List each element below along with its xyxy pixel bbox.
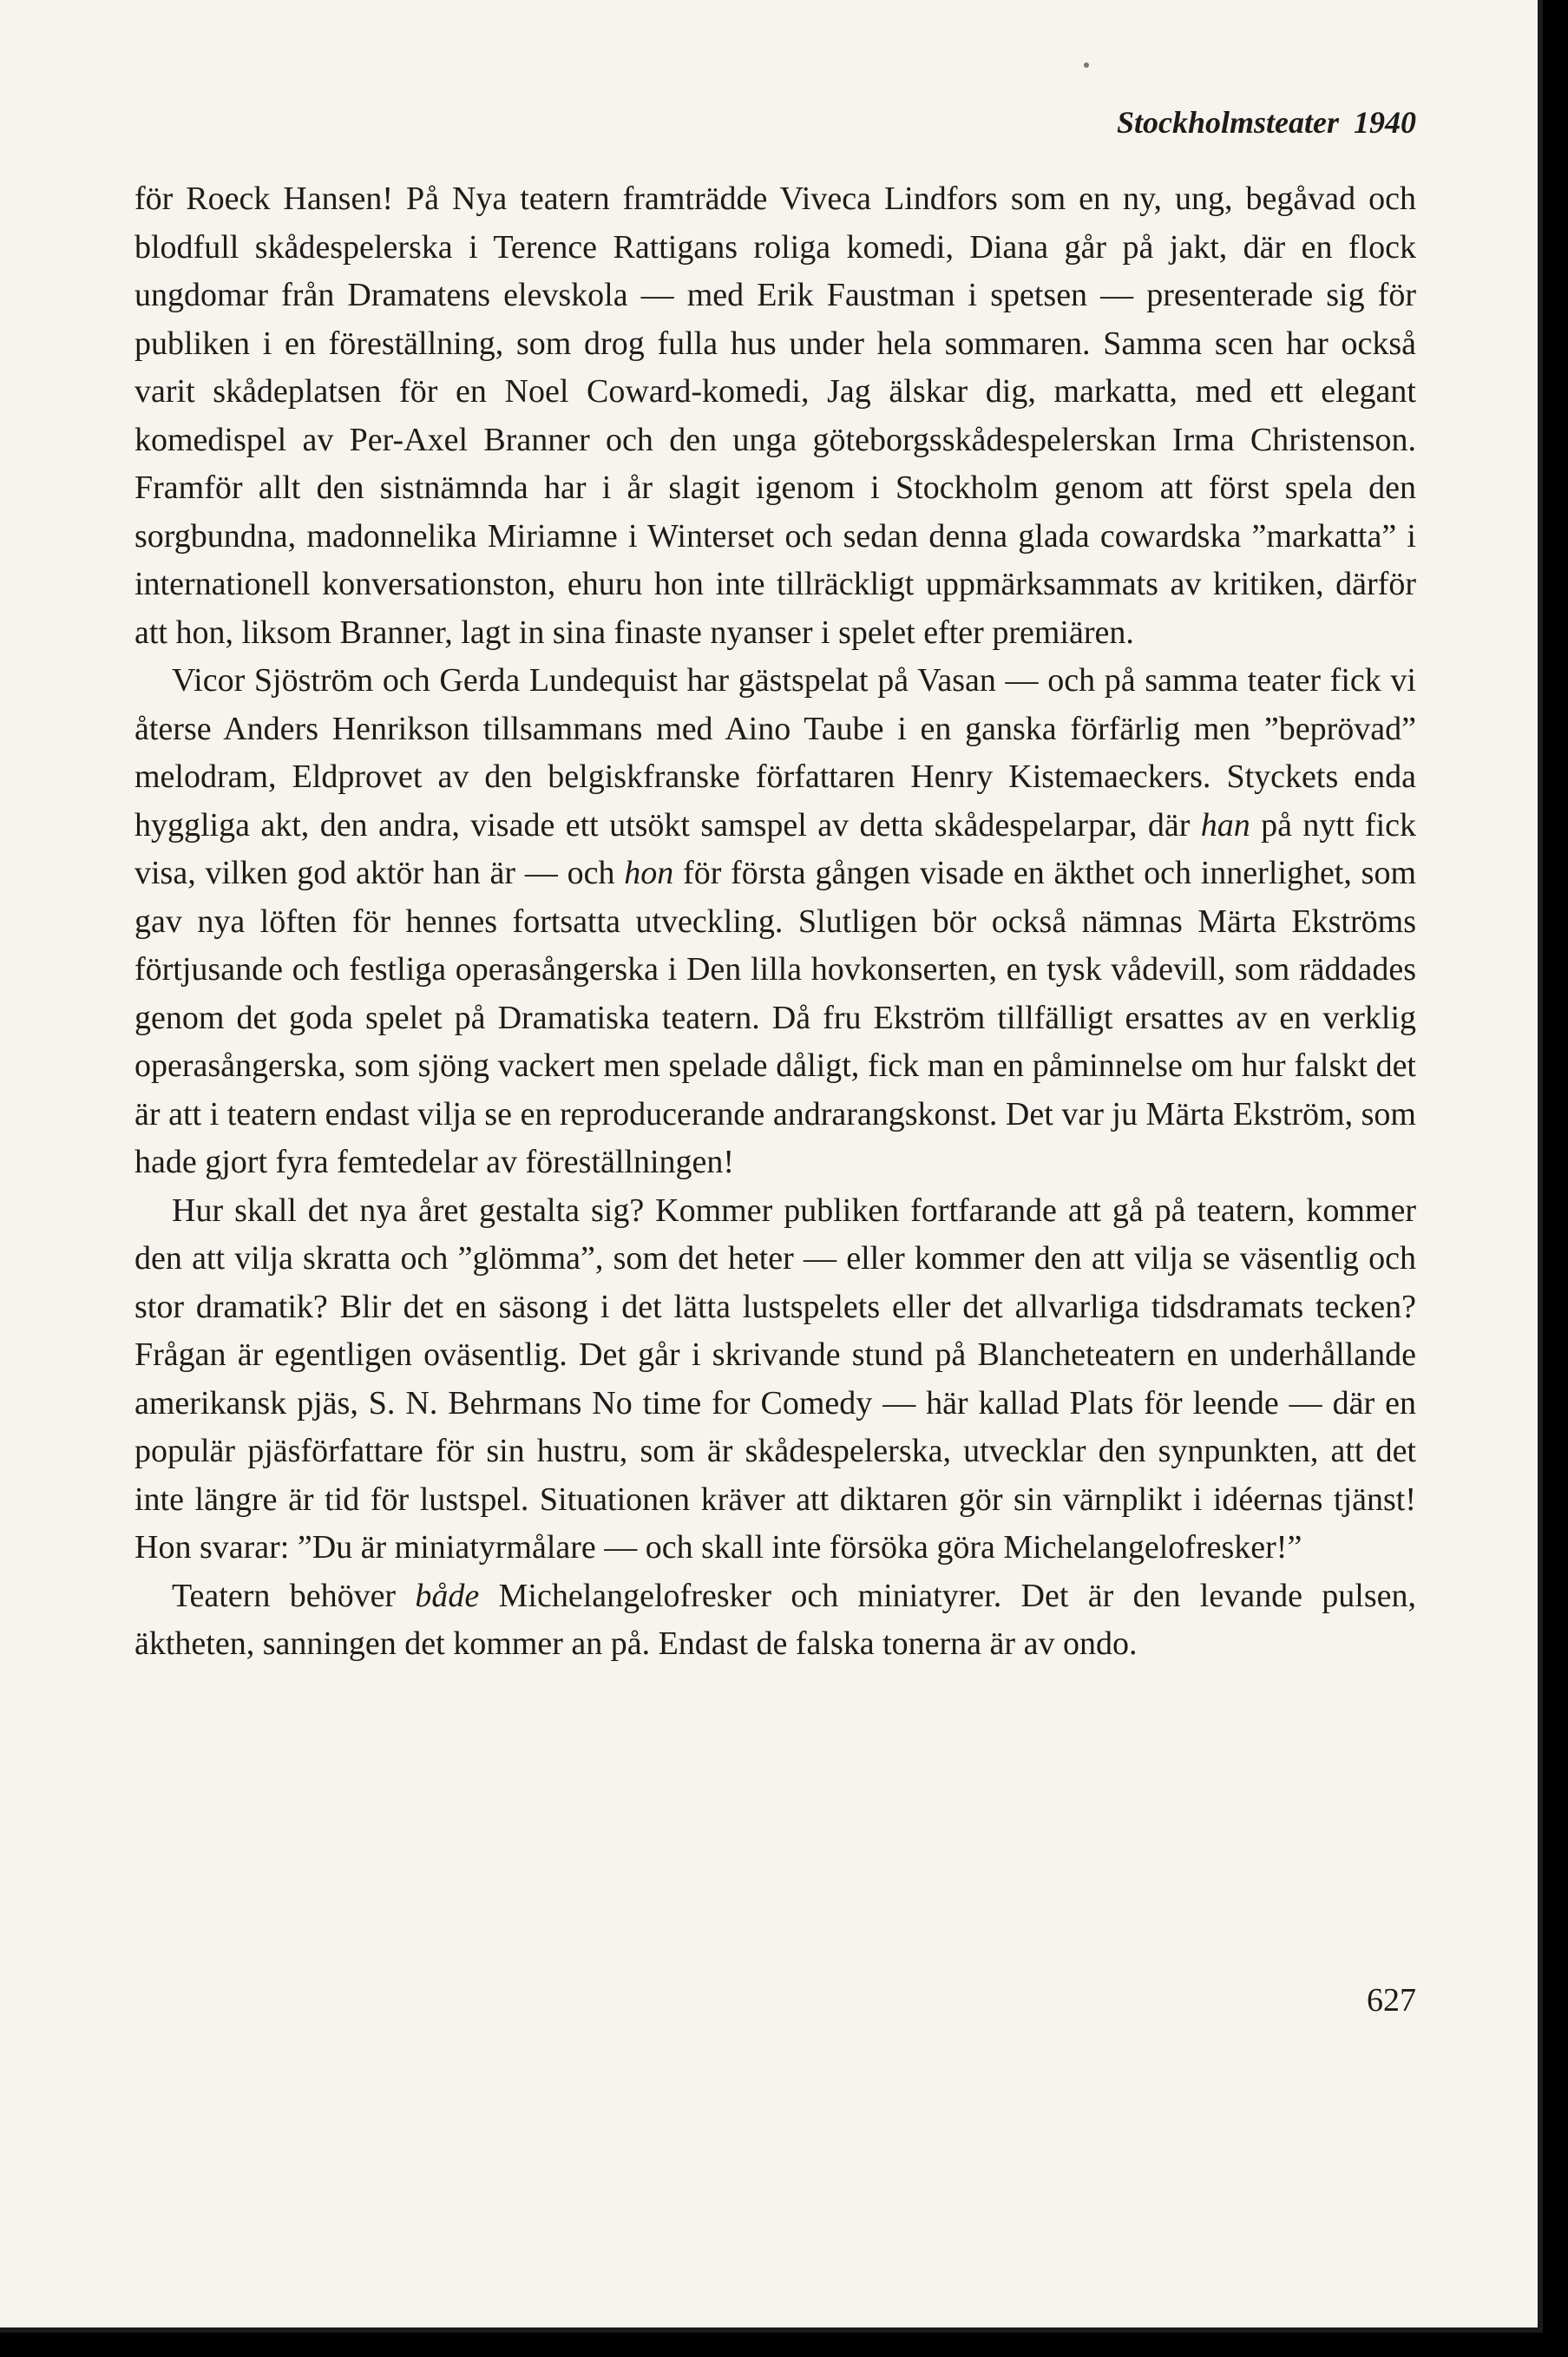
paragraph-4 — [134, 1572, 1416, 1669]
paragraph-1 — [134, 175, 1416, 657]
paragraph-text: Teatern behöver — [172, 1577, 416, 1614]
running-head — [134, 104, 1416, 141]
paragraph-text: Michelangelofresker och miniatyrer. Det är den levande pulsen, äktheten, sanningen det kommer an på. Endast de falska tonerna är av ondo. — [134, 1577, 1416, 1662]
italic-word: han — [1200, 806, 1250, 844]
paragraph-text: på nytt fick visa, vilken god aktör han är — och — [134, 806, 1417, 891]
paragraph-text: Hur skall det nya året gestalta sig? Kommer publiken fortfarande att gå på teatern, kommer den att vilja skratta och ”glömma”, som det heter — eller kommer den att vilja se väsentlig och stor dramatik? Blir det en säsong i det lätta lustspelets eller det allvarliga tidsdramats tecken? Frågan är egentligen oväsentlig. Det går i skrivande stund på Blancheteatern en underhållande amerikansk pjäs, S. N. Behrmans No time for Comedy — här kallad Plats för leende — där en populär pjäsförfattare för sin hustru, som är skådespelerska, utvecklar den synpunkten, att det inte längre är tid för lustspel. Situationen kräver att diktaren gör sin värnplikt i idéernas tjänst! Hon svarar: ”Du är miniatyrmålare — och skall inte försöka göra Michelangelofresker!” — [134, 1192, 1416, 1566]
running-title: Stockholmsteater — [1116, 105, 1339, 140]
italic-word: både — [415, 1577, 480, 1614]
paragraph-text: Vicor Sjöström och Gerda Lundequist har gästspelat på Vasan — och på samma teater fick vi återse Anders Henrikson tillsammans med Aino Taube i en ganska förfärlig men ”beprövad” melodram, Eldprovet av den belgiskfranske författaren Henry Kistemaeckers. Styckets enda hyggliga akt, den andra, visade ett utsökt samspel av detta skådespelarpar, där — [134, 662, 1416, 844]
paragraph-text: för Roeck Hansen! På Nya teatern framträdde Viveca Lindfors som en ny, ung, begåvad och blodfull skådespelerska i Terence Rattigans roliga komedi, Diana går på jakt, där en flock ungdomar från Dramatens elevskola — med Erik Faustman i spetsen — presenterade sig för publiken i en föreställning, som drog fulla hus under hela sommaren. Samma scen har också varit skådeplatsen för en Noel Coward-komedi, Jag älskar dig, markatta, med ett elegant komedispel av Per-Axel Branner och den unga göteborgsskådespelerskan Irma Christenson. Framför allt den sistnämnda har i år slagit igenom i Stockholm genom att först spela den sorgbundna, madonnelika Miriamne i Winterset och sedan denna glada cowardska ”markatta” i internationell konversationston, ehuru hon inte tillräckligt uppmärksammats av kritiken, därför att hon, liksom Branner, lagt in sina finaste nyanser i spelet efter premiären. — [134, 181, 1416, 651]
print-speck — [1084, 62, 1089, 68]
running-year: 1940 — [1354, 105, 1416, 140]
page-number: 627 — [1367, 1982, 1416, 2019]
paragraph-text: för första gången visade en äkthet och innerlighet, som gav nya löften för hennes fortsatta utveckling. Slutligen bör också nämnas Märta Ekströms förtjusande och festliga operasångerska i Den lilla hovkonserten, en tysk vådevill, som räddades genom det goda spelet på Dramatiska teatern. Då fru Ekström tillfälligt ersattes av en verklig operasångerska, som sjöng vackert men spelade dåligt, fick man en påminnelse om hur falskt det är att i teatern endast vilja se en reproducerande andrarangskonst. Det var ju Märta Ekström, som hade gjort fyra femtedelar av föreställningen! — [134, 855, 1416, 1180]
paragraph-3 — [134, 1187, 1416, 1572]
body-text — [134, 175, 1416, 1669]
paragraph-2 — [134, 657, 1416, 1187]
italic-word: hon — [624, 855, 674, 891]
